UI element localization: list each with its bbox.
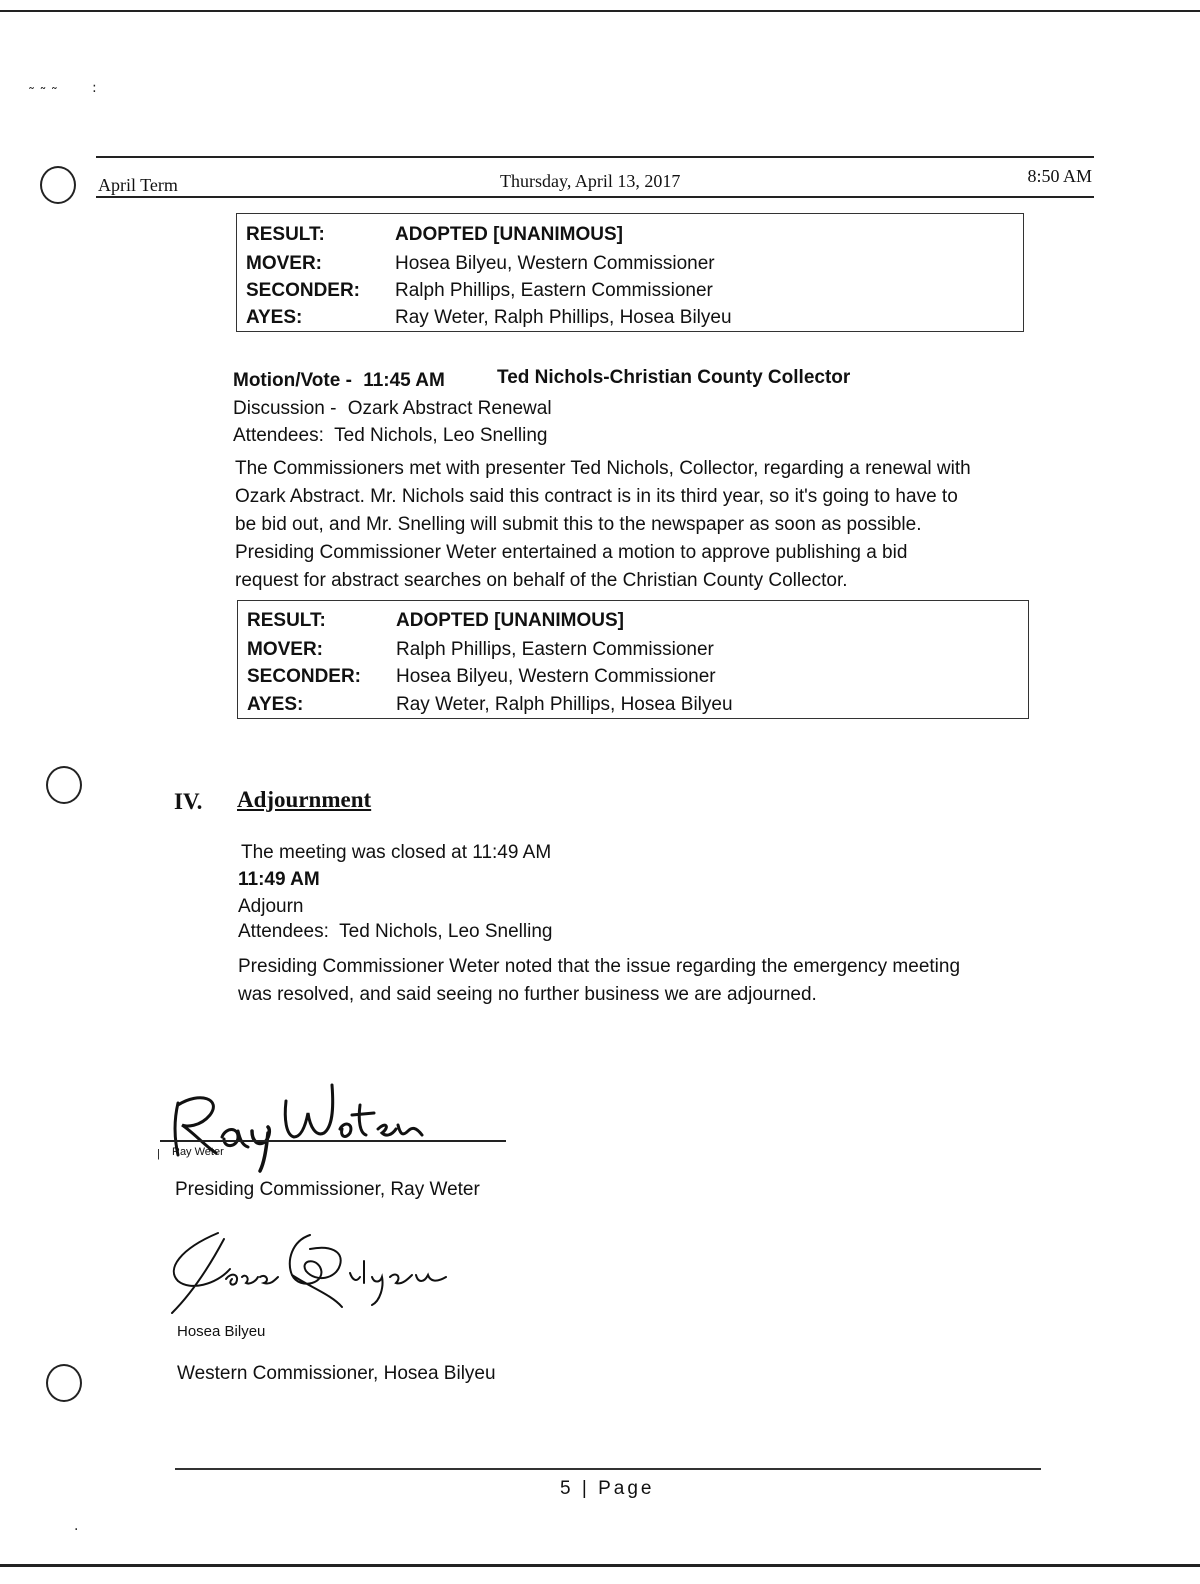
signature-ray-weter [160,1075,460,1175]
motion-discussion [233,396,552,422]
vote-result-table [236,213,1024,332]
vote-value: Ray Weter, Ralph Phillips, Hosea Bilyeu [395,307,732,328]
vote-row [237,307,1023,335]
punch-hole-top [40,166,76,204]
paragraph-line: The Commissioners met with presenter Ted Nichols, Collector, regarding a renewal with [235,458,971,479]
attendees-text: Ted Nichols, Leo Snelling [339,921,553,942]
page-header [96,162,1094,196]
printed-name: Hosea Bilyeu [177,1323,266,1340]
paragraph-line: request for abstract searches on behalf of the Christian County Collector. [235,570,848,591]
section-title: Adjournment [237,787,372,812]
signer-title: Western Commissioner, Hosea Bilyeu [177,1363,496,1384]
vote-value: Hosea Bilyeu, Western Commissioner [396,666,716,687]
scan-speck: · [74,1522,79,1538]
punch-hole-middle [46,766,82,804]
vote-value: Hosea Bilyeu, Western Commissioner [395,253,715,274]
vote-row [238,639,1028,667]
motion-time: 11:45 AM [363,370,445,391]
page-footer [560,1478,654,1500]
vote-row [238,610,1028,638]
vote-value: ADOPTED [UNANIMOUS] [396,610,624,631]
paragraph-line: Presiding Commissioner Weter entertained a motion to approve publishing a bid [235,542,908,563]
page-label: | Page [581,1478,655,1499]
vote-row [238,666,1028,694]
signature-tick: | [157,1148,160,1160]
header-time: 8:50 AM [1027,166,1092,186]
page-number: 5 [560,1478,574,1499]
header-term: April Term [98,175,178,195]
attendees-label: Attendees: [238,921,329,942]
motion-line [233,368,445,394]
header-date: Thursday, April 13, 2017 [500,171,681,191]
scan-speck: ˜ ˜ ˜ [28,86,58,102]
bottom-scan-edge [0,1564,1200,1567]
motion-label: Motion/Vote - [233,370,352,391]
vote-label: RESULT: [246,224,325,245]
punch-hole-bottom [46,1364,82,1402]
paragraph-line: be bid out, and Mr. Snelling will submit this to the newspaper as soon as possible. [235,514,922,535]
vote-row [238,694,1028,722]
vote-result-table [237,600,1029,719]
vote-label: SECONDER: [246,280,361,301]
vote-label: AYES: [246,307,303,328]
signer-title: Presiding Commissioner, Ray Weter [175,1179,480,1200]
attendees-text: Ted Nichols, Leo Snelling [334,425,548,446]
top-scan-edge [0,10,1200,12]
motion-attendees [233,423,547,449]
signature-line [160,1140,506,1142]
section-number: IV. [174,789,203,814]
adjourn-attendees [238,919,552,945]
paragraph-line: Ozark Abstract. Mr. Nichols said this contract is in its third year, so it's going to have to [235,486,958,507]
header-rule-top [96,156,1094,158]
adjourn-item: Adjourn [238,896,304,917]
vote-label: SECONDER: [247,666,362,687]
discussion-text: Ozark Abstract Renewal [347,398,552,419]
adjourn-paragraph [238,953,1038,1009]
paragraph-line: Presiding Commissioner Weter noted that the issue regarding the emergency meeting [238,956,961,977]
scan-speck: : [92,80,97,96]
vote-row [237,253,1023,281]
footer-rule [175,1468,1041,1470]
signature-hosea-bilyeu [160,1225,460,1320]
motion-presenter: Ted Nichols-Christian County Collector [497,367,851,388]
header-rule-bottom [96,196,1094,198]
vote-label: MOVER: [246,253,322,274]
adjourn-time: 11:49 AM [238,869,320,890]
motion-paragraph [235,455,1035,595]
printed-name: Ray Weter [172,1146,224,1158]
paragraph-line: was resolved, and said seeing no further business we are adjourned. [238,984,817,1005]
discussion-label: Discussion - [233,398,337,419]
vote-value: Ray Weter, Ralph Phillips, Hosea Bilyeu [396,694,733,715]
vote-label: MOVER: [247,639,323,660]
vote-value: Ralph Phillips, Eastern Commissioner [396,639,714,660]
vote-row [237,224,1023,252]
vote-value: Ralph Phillips, Eastern Commissioner [395,280,713,301]
vote-label: RESULT: [247,610,326,631]
vote-value: ADOPTED [UNANIMOUS] [395,224,623,245]
vote-label: AYES: [247,694,304,715]
attendees-label: Attendees: [233,425,324,446]
closed-text: The meeting was closed at 11:49 AM [241,842,552,863]
vote-row [237,280,1023,308]
